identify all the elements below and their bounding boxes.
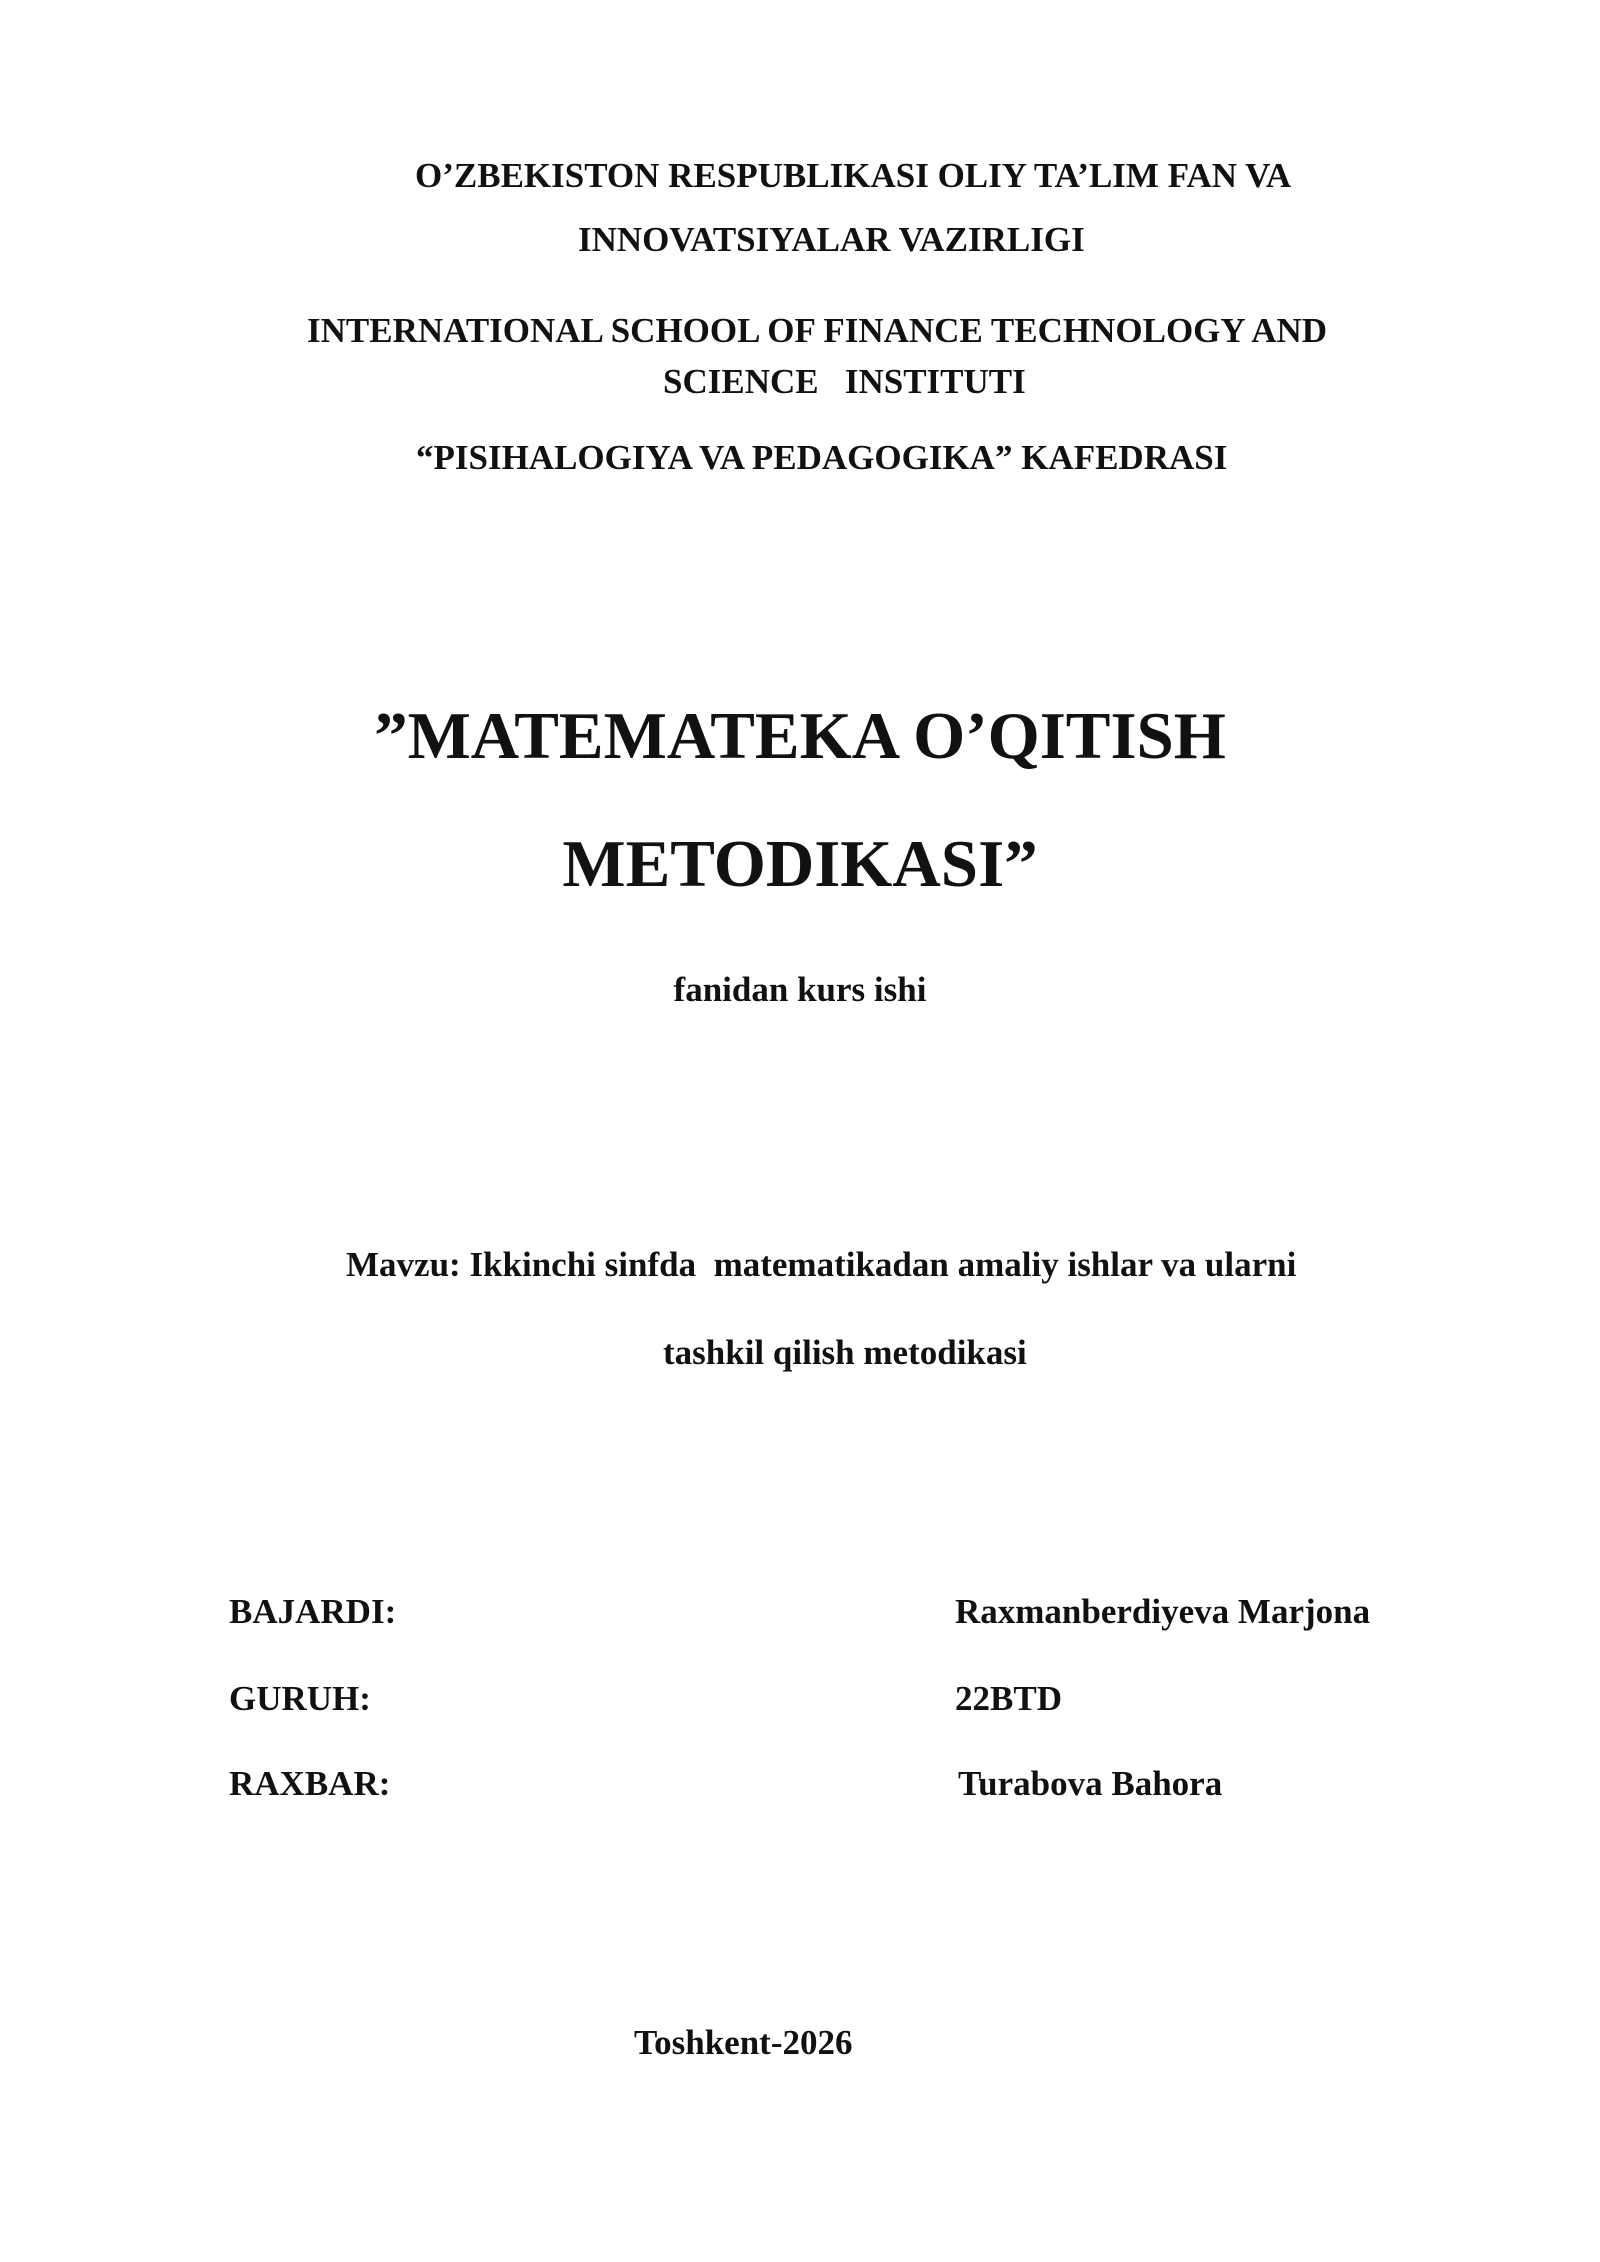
place-year: Toshkent-2026 [634,2023,853,2062]
topic-line-2: tashkil qilish metodikasi [663,1333,1027,1372]
info-label: BAJARDI: [229,1592,397,1631]
info-label: GURUH: [229,1679,371,1718]
info-value: 22BTD [955,1679,1062,1718]
course-title-line-1: ”MATEMATEKA O’QITISH [374,699,1226,773]
info-value: Turabova Bahora [958,1764,1223,1803]
institute-line-2: SCIENCE INSTITUTI [663,362,1026,401]
topic-line-1: Mavzu: Ikkinchi sinfda matematikadan amaliy ishlar va ularni [346,1245,1297,1284]
ministry-line-1: O’ZBEKISTON RESPUBLIKASI OLIY TA’LIM FAN VA [415,156,1292,195]
institute-line-1: INTERNATIONAL SCHOOL OF FINANCE TECHNOLOGY AND [307,311,1328,350]
info-value: Raxmanberdiyeva Marjona [955,1592,1371,1631]
ministry-line-2: INNOVATSIYALAR VAZIRLIGI [578,220,1085,259]
department-name: “PISIHALOGIYA VA PEDAGOGIKA” KAFEDRASI [416,438,1228,477]
course-work-subtitle: fanidan kurs ishi [673,970,927,1009]
course-title-line-2: METODIKASI” [562,827,1038,901]
info-label: RAXBAR: [229,1764,391,1803]
